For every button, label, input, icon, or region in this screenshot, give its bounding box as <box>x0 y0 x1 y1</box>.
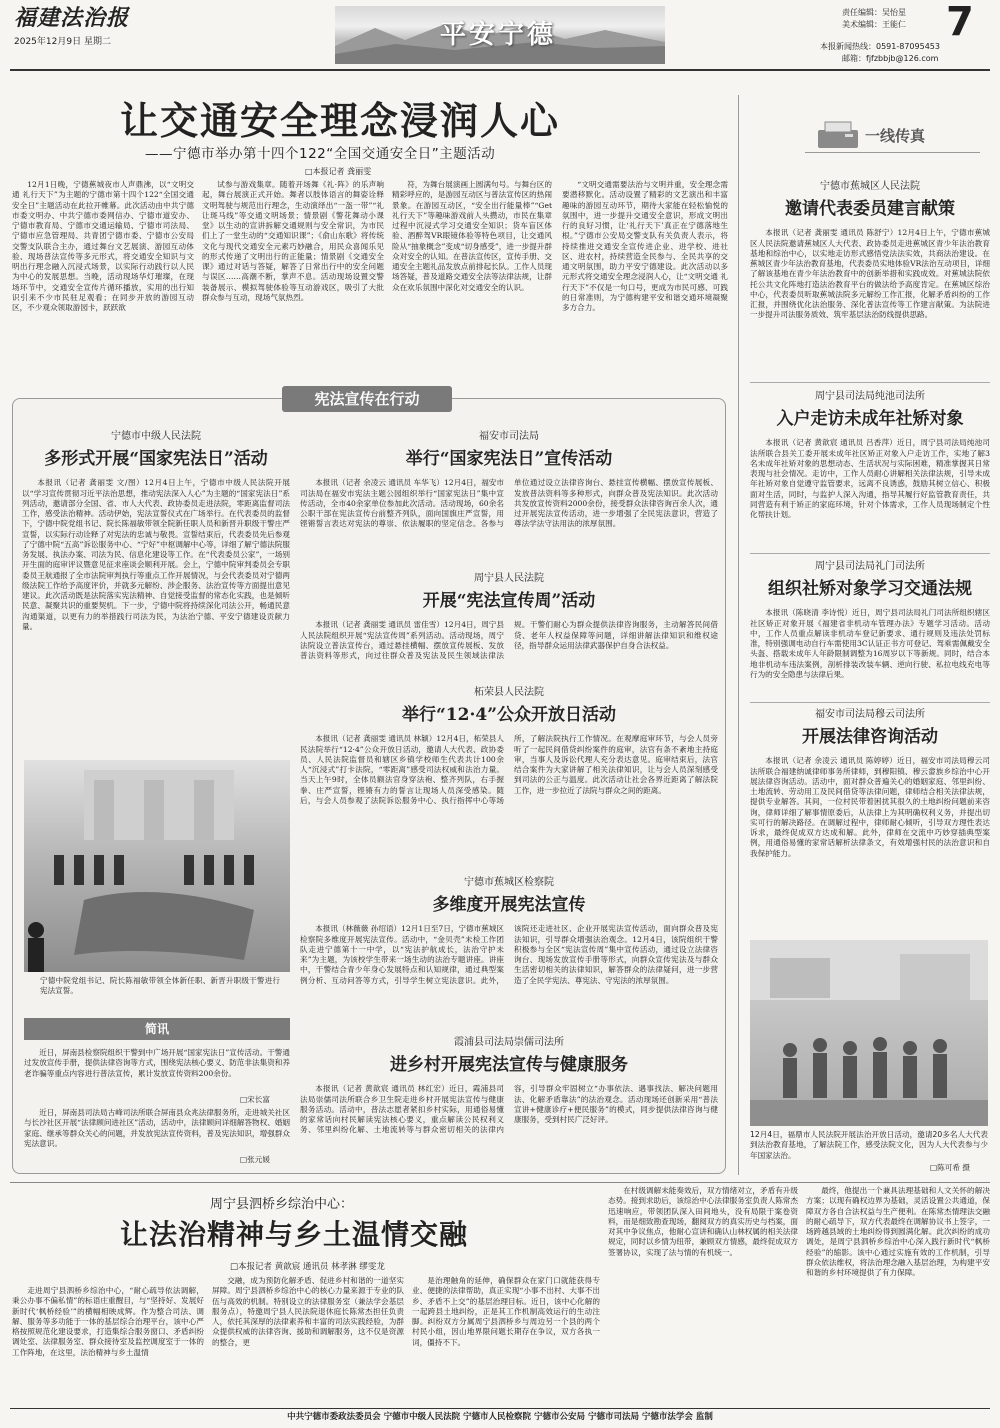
bottom-feature-headline: 让法治精神与乡土温情交融 <box>120 1218 469 1251</box>
article-headline: 开展“宪法宣传周”活动 <box>422 590 596 611</box>
right-item-source: 宁德市蕉城区人民法院 <box>820 181 920 192</box>
lead-para-3: 符，为舞台展演画上圆满句号。与舞台区的精彩呼应的，是游园互动区与普法宣传区的热闹景象。在游园互动区，“安全出行能量棒”“Get礼行天下”等趣味游戏前人头攒动，市民在集章过程中沉浸式学习交通安全知识；货车盲区体验、酒醉驾VR眼镜体验等特色项目，让交通风险从“抽象概念”变成“切身感受”，进一步提升群众对安全的认知。在普法宣传区，宣传手册、交通安全主题礼品发放点前排起长队。工作人员现场答疑，普及道路交通安全法等法律法规，让群众在欢乐氛围中深化对交通安全的认识。 <box>392 180 552 292</box>
issue-date: 2025年12月9日 星期二 <box>14 37 111 47</box>
masthead-rule <box>10 69 990 71</box>
editor-2: 美术编辑：王能仁 <box>842 20 906 29</box>
bottom-feature-rule <box>10 1182 990 1183</box>
fax-header <box>815 116 965 156</box>
bottom-feature-byline: □本报记者 黄歆宸 通讯员 林孝淋 缪雯龙 <box>230 1262 385 1272</box>
right-item-source: 周宁县司法局纯池司法所 <box>815 391 925 402</box>
fax-machine-icon <box>815 118 861 152</box>
article-source: 柘荣县人民法院 <box>474 687 544 698</box>
right-item-body: 本报讯（记者 黄歆宸 通讯员 吕香萍）近日，周宁县司法局纯池司法所联合县关工委开展未成年社区矫正对象入户走访工作，实地了解3名未成年社矫对象的思想动态、生活状况与实际困难，精准掌握其日常表现与社会情况。走访中，工作人员耐心讲解相关法律法规，引导未成年社矫对象自觉遵守监管要求，远离不良诱惑，鼓励其树立信心、积极面对生活，同时，与监护人深入沟通，指导其履行好监管教育责任，共同营造有利于矫正的家庭环境，针对个体需求，工作人员现场制定个性化帮扶计划。 <box>750 438 990 520</box>
article-headline: 多维度开展宪法宣传 <box>432 894 586 915</box>
article-body: 本报讯（记者 龚丽雯 通讯员 雷佳雪）12月4日，周宁县人民法院组织开展“宪法宣传周”系列活动。活动现场，周宁法院设立普法宣传台，通过悬挂横幅、摆放宣传展板、发放普法资料等形式，向过往群众普及宪法及民生领域法律法规。干警们耐心为群众提供法律咨询服务，主动解答民间借贷、老年人权益保障等问题，详细讲解法律知识和维权途径，指导群众运用法律武器保护自身合法权益。 <box>300 620 718 661</box>
constitution-band-title: 宪法宣传在行动 <box>282 386 452 412</box>
oath-photo-caption: 宁德中院党组书记、院长陈福敏带领全体新任职、新晋升职级干警进行宪法宣誓。 <box>40 976 280 996</box>
article-headline: 多形式开展“国家宪法日”活动 <box>44 448 268 469</box>
article-source: 周宁县人民法院 <box>474 573 544 584</box>
constitution-article-1 <box>22 430 290 744</box>
right-item-headline: 邀请代表委员建言献策 <box>785 198 955 219</box>
right-item-source: 周宁县司法局礼门司法所 <box>815 561 925 572</box>
article-source: 霞浦县司法局崇儒司法所 <box>454 1037 564 1048</box>
right-item-headline: 入户走访未成年社矫对象 <box>776 408 964 429</box>
lead-col-4 <box>562 180 728 380</box>
fax-label: 一线传真 <box>865 127 926 145</box>
right-item-headline: 组织社矫对象学习交通法规 <box>768 578 972 599</box>
right-item-body: 本报讯（陈晓清 李诗悦）近日，周宁县司法局礼门司法所组织辖区社区矫正对象开展《福建省非机动车管理办法》专题学习活动。活动中，工作人员重点解读非机动车登记新要求、通行规则及违法处罚标准，特别强调电动自行车需使用3C认证正书方可登记、驾乘需佩戴安全头盔、搭载未成年人年龄限制调整为16周岁以下等新规。同时，结合本地非机动车违法案例，剖析排装改装车辆、逆向行驶、私拉电线充电等行为的安全隐患与法律后果。 <box>750 608 990 679</box>
paper-name: 福建法治报 <box>14 5 130 31</box>
brief-item-2: 近日，屏南县司法局古峰司法所联合屏南县众兆法律服务所，走进城关社区与长沙社区开展“法律顾问进社区”活动，活动中，法律顾问详细解答物权、婚姻家庭、继承等群众关心的问题，并发放宪法宣传资料，普及宪法知识，增强群众宪法意识。 <box>24 1108 290 1148</box>
court-open-day-photo <box>750 940 988 1126</box>
article-headline: 进乡村开展宪法宣传与健康服务 <box>390 1054 628 1075</box>
article-body: 本报讯（记者 龚丽雯 文/图）12月4日上午，宁德市中级人民法院开展以“学习宣传贯彻习近平法治思想，推动宪法深入人心”为主题的“国家宪法日”系列活动，邀请部分全国、省、市人大代表、政协委员走进法院，零距离监督司法工作，感受法治精神。活动伊始，宪法宣誓仪式在广场举行。在代表委员的监督下，宁德中院党组书记、院长陈福敏带领全院新任职人员和新晋升职级干警庄严宣誓，以实际行动诠释了对宪法的忠诚与敬畏。宣誓结束后，代表委员先后参观了宁德中院“五高”诉讼服务中心、“宁好”中枢调解中心等，详细了解宁德法院服务发展、执法办案、司法为民、信息化建设等工作。在“代表委员公家”，一场别开生面的庭审评议暨意见征求座谈会顺利开展。会上，宁德中院审判委员会专职委员王航通报了全市法院审判执行等重点工作开展情况，与会代表委员对宁德两级法院工作给予高度评价，并就多元解纷、涉企服务、法治宣传等方面提出意见建议。此次活动既是法院落实宪法精神、自觉接受监督的常态化实践，也是倾听民意、凝聚共识的重要契机。下一步，宁德中院将持续深化司法公开，畅通民意沟通渠道，以更有力的举措践行司法为民，为法治宁德、平安宁德建设贡献力量。 <box>22 478 290 631</box>
constitution-article-3 <box>300 572 718 682</box>
lead-subtitle: ——宁德市举办第十四个122“全国交通安全日”主题活动 <box>145 146 496 162</box>
right-rule-1 <box>750 382 990 383</box>
brief-credit-1: □宋长富 <box>240 1095 270 1104</box>
article-headline: 举行“12·4”公众开放日活动 <box>402 704 616 725</box>
right-photo-caption: 12月4日，福鼎市人民法院开展法治开放日活动，邀请20多名人大代表到法治教育基地，了解法院工作，感受法院文化，因为人大代表参与少年国家法治。 <box>750 1130 988 1160</box>
article-body: 本报讯（记者 余凌云 通讯员 车华飞）12月4日，福安市司法局在福安市宪法主题公园组织举行“国家宪法日”集中宣传活动，全市40余家单位参加此次活动。活动现场，60余名公职干部在宪法宣传台前整齐列队，面向国旗庄严宣誓，用铿锵誓言表达对宪法的尊崇、依法履职的坚定信念。各参与单位通过设立法律咨询台、悬挂宣传横幅、摆放宣传展板、发放普法资料等多种形式，向群众普及宪法知识。此次活动共发放宣传资料2000余份，接受群众法律咨询百余人次，通过开展宪法宣传活动，进一步增强了全民宪法意识，营造了尊法学法守法用法的浓厚氛围。 <box>300 478 718 529</box>
right-photo-credit: □陈可希 摄 <box>930 1163 970 1172</box>
oath-ceremony-photo-icon <box>24 760 290 972</box>
article-body: 本报讯（记者 黄歆宸 通讯员 林红宏）近日，霞浦县司法局崇儒司法所联合乡卫生院走进乡村开展宪法宣传与健康服务活动。活动中，普法志愿者紧扣乡村实际，用通俗易懂的家常话向村民解读宪法核心要义，重点解读公民权利义务、邻里纠纷化解、土地流转等与群众密切相关的法律内容，引导群众牢固树立“办事依法、遇事找法、解决问题用法、化解矛盾靠法”的法治观念。活动现场还创新采用“普法宣讲+健康诊疗+便民服务”的模式，同步提供法律咨询与健康服务，受到村民广泛好评。 <box>300 1084 718 1135</box>
lead-col-2 <box>202 180 384 380</box>
bottom-col-5: 最终，他提出一个兼具法理基础和人文关怀的解决方案；以现有确权边界为基础，灵活设置公共通道，保障双方各自合法权益与生产便利。在陈常杰情理法交融的耐心疏导下，双方代表最终在调解协议书上签字，一场跨越县域的土地纠纷得到圆满化解。此次纠纷的成功调处，是周宁县泗桥乡综治中心深入践行新时代“枫桥经验”的缩影。该中心通过实施有效的工作机制，引导群众依法维权，将法治理念融入基层治理，为构建平安和谐的乡村环境提供了有力保障。 <box>806 1186 990 1277</box>
bottom-col-2: 交融，成为预防化解矛盾、促进乡村和谐的一道坚实屏障。周宁县泗桥乡综治中心的核心力量来源于专业的队伍与高效的机制。特别设立的法律服务室（兼法学会基层服务点），特邀周宁县人民法院退休庭长陈常杰担任负责人，依托其深厚的法律素养和丰富的司法实践经验，为群众提供权威的法律咨询、援助和调解服务，这不仅是资源的整合，更 <box>212 1276 404 1347</box>
right-item-3 <box>750 560 990 708</box>
section-banner-title: 平安宁德 <box>440 20 557 50</box>
fax-header-rule <box>805 152 980 153</box>
editor-1: 责任编辑：吴怡星 <box>842 8 906 17</box>
lead-para-1: 12月1日晚，宁德蕉城夜市人声鼎沸，以“文明交通 礼行天下”为主题的宁德市第十四个122“全国交通安全日”主题活动在此拉开帷幕。此次活动由中共宁德市委文明办、中共宁德市委网信办、宁德市道安办、宁德市教育局、宁德市交通运输局、宁德市司法局、宁德市应急管理局、共青团宁德市委、宁德市公安局交警支队联合主办，通过舞台文艺展演、游园互动体验、现场普法宣传等多元形式，将交通安全知识与文明出行理念融入沉浸式场景，以实际行动践行以人民为中心的发展思想。当晚，活动现场华灯璀璨，在现场环节中，交通安全宣传片循环播放，实用的出行知识引来不少市民驻足观看；在同步开放的游园互动区，不少观众领取游园卡，跃跃欲 <box>12 180 194 312</box>
right-item-2 <box>750 390 990 550</box>
banner-image <box>335 6 665 64</box>
lead-headline: 让交通安全理念浸润人心 <box>120 98 561 143</box>
right-item-headline: 开展法律咨询活动 <box>802 726 938 747</box>
right-item-4 <box>750 708 990 952</box>
lead-para-2: 试参与游戏集章。随着开场舞《礼·阵》的乐声响起，舞台展演正式开始。舞者以肢体语言的舞姿诠释文明驾驶与规范出行理念，生动演绎出“一盔一带”“礼让斑马线”等交通文明场景；情景剧《警花舞动小课堂》以生动的宣讲拆解交通规则与安全常识，为市民们上了一堂生动的“交通知识课”；《俞山东歌》将传统文化与现代交通安全元素巧妙融合，用民众喜闻乐见的形式传递了文明出行的正能量；情景剧《交通安全课》通过对话与答疑，解答了日常出行中的安全问题与误区……高潮不断，掌声不息。活动现场设置交警装备展示、模拟驾驶体验等互动游戏区，吸引了大批群众参与互动，现场气氛热烈。 <box>202 180 384 302</box>
constitution-article-2 <box>300 430 718 568</box>
right-item-1 <box>750 180 990 360</box>
brief-item-1: 近日，屏南县检察院组织干警到中广场开展“国家宪法日”宣传活动。干警通过发放宣传手册，提供法律咨询等方式，围绕宪法核心要义、防范非法集资和养老诈骗等重点内容进行普法宣传，累计发放宣传资料200余份。 <box>24 1048 290 1078</box>
constitution-article-4 <box>300 686 718 858</box>
article-source: 宁德市蕉城区检察院 <box>464 877 554 888</box>
article-body: 本报讯（林薇薇 孙绍语）12月1日至7日，宁德市蕉城区检察院多维度开展宪法宣传。活动中，“金贝壳”未检工作团队走进宁德第十一中学，以“宪法护航成长，法治守护未来”为主题，为该校学生带来一场生动的法治专题讲座。讲座中，干警结合青少年身心发展特点和认知规律，通过典型案例分析、互动问答等方式，引导学生树立宪法意识。此外，该院还走进社区、企业开展宪法宣传活动，面向群众普及宪法知识，引导群众增强法治观念。12月4日，该院组织干警积极参与全区“宪法宣传周”集中宣传活动，通过设立法律咨询台、现场发放宣传手册等形式，向群众宣传宪法及与群众生活密切相关的法律知识，解答群众的法律疑问，进一步营造了全民学宪法、尊宪法、守宪法的浓厚氛围。 <box>300 924 718 985</box>
right-item-body: 本报讯（记者 余凌云 通讯员 陈婷婷）近日，福安市司法局穆云司法所联合福建纳诚律师事务所律师，到穆阳镇、穆云畲族乡综治中心开展法律咨询活动。活动中，面对群众普遍关心的婚姻家庭、邻里纠纷、土地流转、劳动用工及民间借贷等法律问题，律师结合相关法律法规，提供专业解答。其间，一位村民带着困扰其很久的土地纠纷问题前来咨询，律师详细了解事情原委后，从法律上为其明确权利义务，并提出切实可行的解决路径。在调解过程中，律师耐心倾听，引导双方理性表达诉求，最终促成双方达成和解。此外，律师在交流中巧妙穿插典型案例，用通俗易懂的家常话解析法律条文，有效增强村民的法治意识和自我保护能力。 <box>750 756 990 858</box>
right-rule-3 <box>750 702 990 703</box>
bottom-col-1: 走进周宁县泗桥乡综治中心，“耐心疏导依法调解，秉公办事不偏私情”的标语庄重醒目，与“坚持好、发展好新时代‘枫桥经验’”的横幅相映成辉。作为整合司法、调解、服务等多功能于一体的基层综合治理平台，该中心严格按照规范化建设要求，打造集综合服务窗口、矛盾纠纷调处室、法律服务室、群众接待室及监控调度室于一体的工作阵地，在这里，法治精神与乡土温情 <box>12 1286 204 1357</box>
lead-col-3 <box>392 180 552 380</box>
constitution-article-6 <box>300 1036 718 1162</box>
masthead <box>0 0 1000 68</box>
lead-para-4: “文明交通需要法治与文明并重，安全理念需要潜移默化。活动设置了精彩的文艺演出和丰富趣味的游园互动环节，期待大家能在轻松愉悦的氛围中，进一步提升交通安全意识，形成文明出行的良好习惯，让‘礼行天下’真正在宁德落地生根。”宁德市公安局交警支队有关负责人表示，将持续推进交通安全宣传进企业、进学校、进社区、进农村，持续营造全民参与、全民共享的交通文明氛围，助力平安宁德建设。此次活动以多元形式将交通安全理念浸润人心，让“文明交通 礼行天下”不仅是一句口号，更成为市民可感、可践的日常准则，为宁德构建平安和谐交通环境凝聚多方合力。 <box>562 180 728 312</box>
right-rule-2 <box>750 553 990 554</box>
right-item-body: 本报讯（记者 龚丽雯 通讯员 陈舒宁）12月4日上午，宁德市蕉城区人民法院邀请蕉城区人大代表、政协委员走进蕉城区青少年法治教育基地和综治中心，以实地走访形式感悟党法法实效，共商法治建设。在蕉城区青少年法治教育基地，代表委员实地体验VR法治互动项目，详细了解该基地在青少年法治教育中的创新举措和实践成效。对蕉城法院依托公共文化阵地打造法治教育平台的做法给予高度肯定。在蕉城区综治中心，代表委员听取蕉城法院多元解纷工作汇报，化解矛盾纠纷的工作汇报，并围绕优化法治服务、深化普法宣传等工作建言献策。为法院进一步提升司法服务质效、筑牢基层法治防线提供思路。 <box>750 228 990 320</box>
right-item-source: 福安市司法局穆云司法所 <box>815 709 925 720</box>
bottom-col-4: 在村级调解未能奏效后，双方情绪对立，矛盾有升级态势。接到求助后，该综治中心法律服务室负责人陈常杰迅速响应，带领团队深入田间地头，没有局限于案卷资料，而是细致勘查现场，翻阅双方的真实历史与档案，面对其中争议焦点，他耐心宣讲和确认山林权属的相关法律规定，同时以乡情为纽带，兼顾双方情感，最终促成双方签署协议，实现了法与情的有机统一。 <box>608 1186 798 1257</box>
article-body: 本报讯（记者 龚丽雯 通讯员 林颖）12月4日，柘荣县人民法院举行“12·4”公众开放日活动，邀请人大代表、政协委员、人民法院监督员和辖区乡镇学校师生代表共计100余人“沉浸式”打卡法院，“零距离”感受司法权威和法治力量。当天上午9时，全体员额法官身穿法袍、整齐列队，右手握拳、庄严宣誓，铿锵有力的誓言让现场人员深受感染。随后，与会人员参观了法院诉讼服务中心、执行指挥中心等场所，了解法院执行工作情况。在观摩庭审环节，与会人员旁听了一起民间借贷纠纷案件的庭审，法官有条不紊地主持庭审，当事人及诉讼代理人充分表达意见。庭审结束后，法官结合案件为大家讲解了相关法律知识，让与会人员深刻感受到司法的公正与温度。此次活动让社会各界近距离了解法院工作，进一步拉近了法院与群众之间的距离。 <box>300 734 718 805</box>
article-source: 福安市司法局 <box>479 431 539 442</box>
page-number: 7 <box>946 0 974 45</box>
hotline: 本报新闻热线：0591-87095453 <box>820 42 940 51</box>
bottom-col-3: 是治理触角的延伸，确保群众在家门口就能获得专业、便捷的法律帮助，真正实现“小事不出村、大事不出乡、矛盾不上交”的基层治理目标。近日，该中心化解的一起跨县土地纠纷，正是其工作机制高效运行的生动注脚。纠纷双方分属周宁县泗桥乡与周边另一个县的两个村民小组，因山地界限问题长期存在争议，双方各执一词，僵持不下。 <box>412 1276 600 1347</box>
footer-rule <box>10 1408 990 1409</box>
lead-col-1 <box>12 180 194 380</box>
email: 邮箱：fjfzbbjb@126.com <box>842 54 939 63</box>
oath-ceremony-photo <box>24 760 290 972</box>
footer-sponsors: 中共宁德市委政法委员会 宁德市中级人民法院 宁德市人民检察院 宁德市公安局 宁德市司法局 宁德市法学会 监制 <box>287 1412 713 1422</box>
lead-byline: □本报记者 龚丽雯 <box>305 167 372 176</box>
bottom-feature-source: 周宁县泗桥乡综治中心： <box>210 1197 354 1212</box>
brief-news-label: 简讯 <box>24 1018 290 1040</box>
brief-credit-2: □张元媛 <box>240 1155 270 1164</box>
right-column-divider <box>738 95 739 1175</box>
article-source: 宁德市中级人民法院 <box>111 431 201 442</box>
group-visit-photo-icon <box>750 940 988 1126</box>
article-headline: 举行“国家宪法日”宣传活动 <box>405 448 613 469</box>
constitution-article-5 <box>300 876 718 1028</box>
